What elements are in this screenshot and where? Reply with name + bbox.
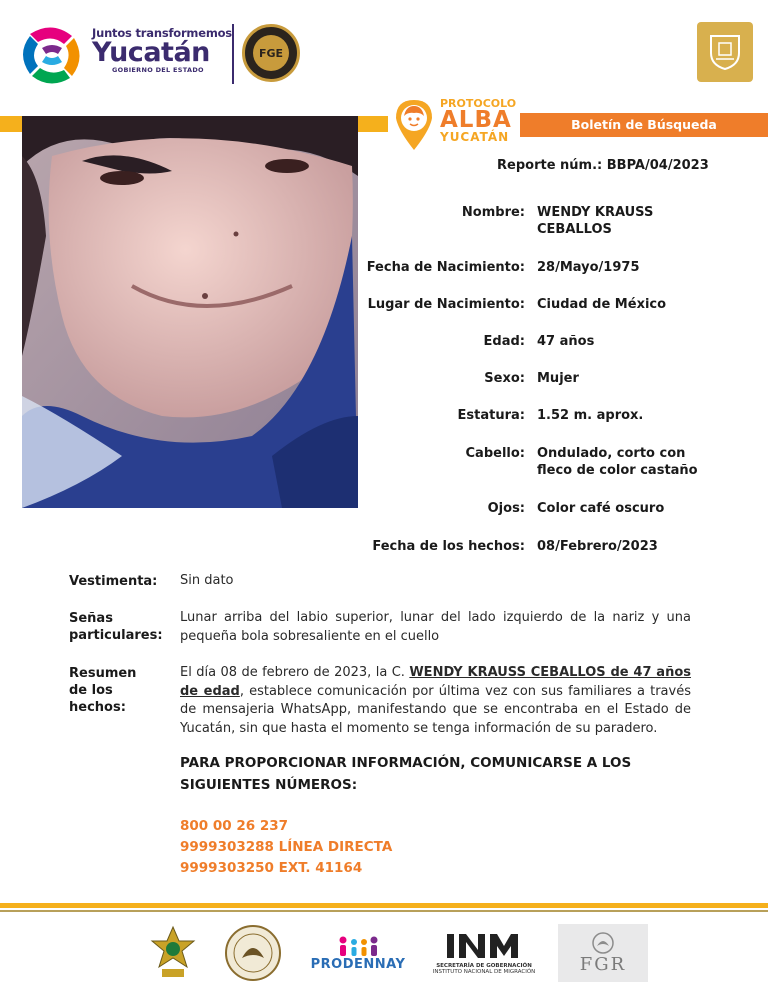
brand-line3: GOBIERNO DEL ESTADO — [112, 66, 204, 74]
alba-line2: ALBA — [440, 107, 512, 133]
clothing-label: Vestimenta: — [69, 574, 158, 589]
field-label-age: Edad: — [483, 334, 525, 349]
inm-line1: SECRETARÍA DE GOBERNACIÓN — [436, 962, 532, 969]
prodennay-text: PRODENNAY — [310, 956, 406, 972]
brand-text — [92, 26, 232, 74]
yucatan-logo-icon — [20, 24, 84, 86]
report-value: BBPA/04/2023 — [606, 158, 709, 173]
field-label-height: Estatura: — [457, 408, 525, 423]
alba-line3: YUCATÁN — [440, 130, 510, 144]
phone-line-1[interactable]: 800 00 26 237 — [180, 818, 289, 834]
brand-line1: Juntos transformemos — [92, 26, 232, 40]
field-value-birthdate: 28/Mayo/1975 — [537, 260, 640, 275]
marks-label: Señas particulares: — [69, 611, 163, 643]
field-value-sex: Mujer — [537, 371, 579, 386]
report-label: Reporte núm.: — [497, 158, 603, 173]
phone-line-2[interactable]: 9999303288 LÍNEA DIRECTA — [180, 839, 393, 855]
field-label-sex: Sexo: — [484, 371, 525, 386]
footer-line-yellow — [0, 903, 768, 908]
inm-logo — [422, 924, 546, 982]
contact-heading: PARA PROPORCIONAR INFORMACIÓN, COMUNICARSE A LOS SIGUIENTES NÚMEROS: — [180, 755, 632, 793]
field-value-height: 1.52 m. aprox. — [537, 408, 644, 423]
phone-line-3[interactable]: 9999303250 EXT. 41164 — [180, 860, 363, 876]
field-value-hair: Ondulado, corto con fleco de color castaño — [537, 446, 698, 478]
fgr-text: FGR — [579, 953, 627, 975]
summary-part1: El día 08 de febrero de 2023, la C. — [180, 665, 410, 680]
inm-line2: INSTITUTO NACIONAL DE MIGRACIÓN — [432, 968, 536, 975]
bulletin-title: Boletín de Búsqueda — [571, 117, 717, 132]
marks-value: Lunar arriba del labio superior, lunar del lado izquierdo de la nariz y una pequeña bola sobresaliente en el cuello — [180, 610, 691, 644]
yucatan-shield-icon — [697, 22, 753, 82]
header-divider — [232, 24, 234, 84]
inm-mark-icon — [445, 932, 523, 960]
family-icon — [335, 935, 381, 957]
field-label-name: Nombre: — [461, 205, 525, 220]
alba-wordmark — [440, 98, 516, 143]
eagle-emblem-icon — [589, 932, 617, 954]
missing-person-photo — [22, 116, 358, 508]
prodennay-logo — [306, 924, 410, 982]
field-label-birthdate: Fecha de Nacimiento: — [366, 260, 525, 275]
summary-name-highlight: WENDY KRAUSS CEBALLOS de 47 años de edad — [180, 665, 692, 699]
field-value-age: 47 años — [537, 334, 595, 349]
location-pin-icon — [392, 96, 436, 152]
field-label-event-date: Fecha de los hechos: — [372, 539, 525, 554]
fge-seal-icon — [242, 24, 300, 82]
police-badge-icon — [145, 924, 201, 982]
fge-label: FGE — [253, 35, 289, 71]
summary-part2: , establece comunicación por última vez con sus familiares a través de mensajeria WhatsApp, manifestando que se encontraba en el Estado de Yucatán, sin que hasta el momento se tenga información de su paradero. — [180, 683, 691, 736]
national-guard-seal-icon — [222, 924, 284, 982]
fgr-logo — [558, 924, 648, 982]
summary-label: Resumen de los hechos: — [69, 666, 137, 715]
summary-text — [180, 664, 691, 738]
alba-line1: PROTOCOLO — [440, 97, 517, 110]
brand-line2: Yucatán — [92, 37, 210, 68]
clothing-value: Sin dato — [180, 573, 234, 588]
field-value-event-date: 08/Febrero/2023 — [537, 539, 658, 554]
field-label-hair: Cabello: — [465, 446, 525, 461]
field-label-eyes: Ojos: — [487, 501, 525, 516]
report-number — [497, 158, 709, 173]
field-value-birthplace: Ciudad de México — [537, 297, 667, 312]
field-value-name: WENDY KRAUSS CEBALLOS — [537, 205, 654, 237]
field-label-birthplace: Lugar de Nacimiento: — [367, 297, 525, 312]
footer-line-gold — [0, 910, 768, 912]
field-value-eyes: Color café oscuro — [537, 501, 665, 516]
